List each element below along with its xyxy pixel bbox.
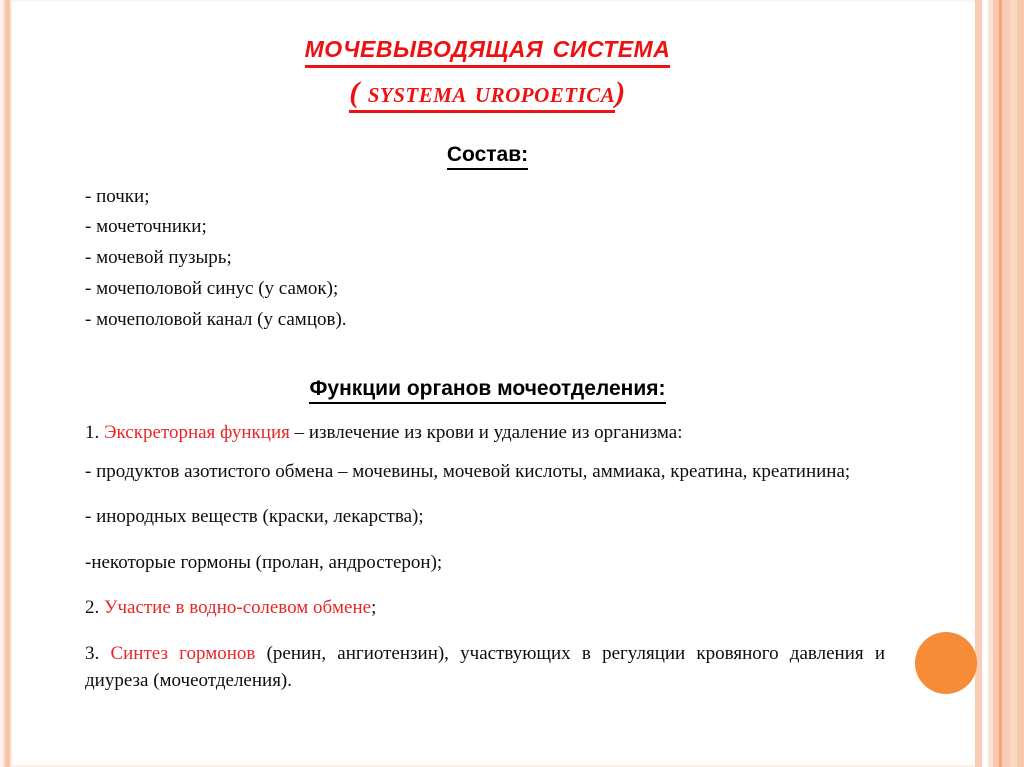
function-sub-item-1: - продуктов азотистого обмена – мочевины, мочевой кислоты, аммиака, креатина, креатинина; xyxy=(85,460,851,482)
function-item-3-rest: (ренин, ангиотензин), участвующих в регуляции кровяного давления и диуреза (мочеотделения). xyxy=(85,642,885,692)
functions-heading-text: Функции органов мочеотделения: xyxy=(309,377,665,404)
function-item-2-highlight: Участие в водно-солевом обмене xyxy=(104,597,372,619)
function-item-1-number: 1. xyxy=(85,422,104,444)
function-item-2 xyxy=(85,594,885,622)
function-item-3 xyxy=(85,640,885,695)
list-item: - мочевой пузырь; xyxy=(85,247,232,269)
functions-list xyxy=(0,414,975,694)
list-item: - почки; xyxy=(85,185,150,207)
slide-title-line-russian: мочевыводящая система xyxy=(305,28,671,68)
composition-list xyxy=(0,182,975,336)
right-decor-stripe-7 xyxy=(1010,0,1017,767)
function-item-3-highlight: Синтез гормонов xyxy=(110,642,256,664)
right-decor-stripe-8 xyxy=(1017,0,1024,767)
right-decor-stripe-6 xyxy=(1002,0,1010,767)
function-sub-item-2: - инородных веществ (краски, лекарства); xyxy=(85,506,424,528)
function-item-3-number: 3. xyxy=(85,642,111,664)
right-decor-stripe-1 xyxy=(975,0,982,767)
composition-heading xyxy=(0,143,975,170)
slide-title-latin-underlined: ( systema uropoetica xyxy=(349,76,615,113)
list-item: - мочеполовой синус (у самок); xyxy=(85,277,339,299)
list-item: - мочеполовой канал (у самцов). xyxy=(85,308,347,330)
slide-title-latin-close-paren: ) xyxy=(615,75,626,109)
list-item: - мочеточники; xyxy=(85,216,207,238)
slide-title-line-latin xyxy=(0,76,975,113)
function-sub-item-3: -некоторые гормоны (пролан, андростерон); xyxy=(85,551,443,573)
function-item-1-rest: – извлечение из крови и удаление из организма: xyxy=(289,422,683,444)
function-item-2-rest: ; xyxy=(371,597,377,619)
slide-title xyxy=(0,0,975,113)
composition-heading-text: Состав: xyxy=(447,143,528,170)
function-item-1 xyxy=(85,414,885,451)
function-item-1-highlight: Экскреторная функция xyxy=(104,422,290,444)
functions-heading xyxy=(0,377,975,404)
orange-circle-decoration xyxy=(915,632,977,694)
function-item-2-number: 2. xyxy=(85,597,104,619)
